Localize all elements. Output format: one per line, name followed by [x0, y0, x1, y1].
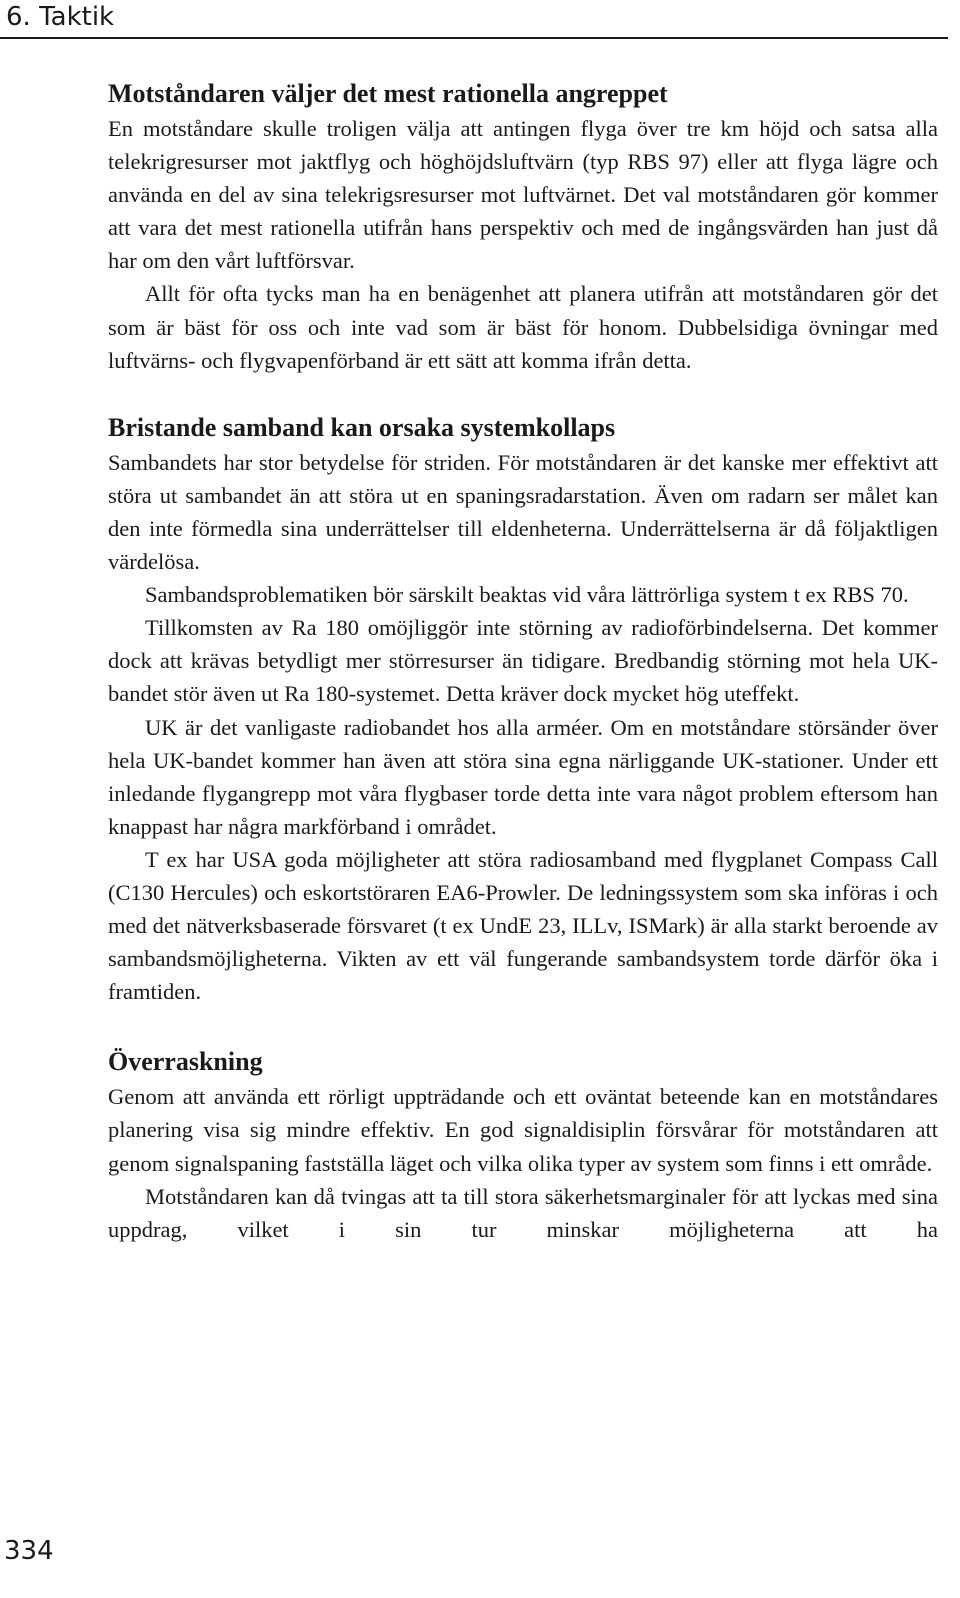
header-rule	[0, 37, 948, 39]
section-heading-bristande-samband: Bristande samband kan orsaka systemkollaps	[108, 412, 616, 442]
paragraph: T ex har USA goda möjligheter att störa radiosamband med flygplanet Compass Call (C130 Hercules) och eskortstöraren EA6-Prowler. De ledningssystem som ska införas i och med det nätverksbaserade försvaret (t ex UndE 23, ILLv, ISMark) är alla starkt beroende av sambandsmöjligheterna. Vikten av ett väl fungerande sambandsystem torde därför öka i framtiden.	[108, 846, 938, 1005]
section-heading-overraskning: Överraskning	[108, 1047, 263, 1077]
paragraph: Tillkomsten av Ra 180 omöjliggör inte störning av radioförbindelserna. Det kommer dock att krävas betydligt mer störresurser än tidigare. Bredbandig störning mot hela UK-bandet stör även ut Ra 180-systemet. Detta kräver dock mycket hög uteffekt.	[108, 615, 938, 707]
paragraph: Allt för ofta tycks man ha en benägenhet att planera utifrån att motståndaren gör det som är bäst för oss och inte vad som är bäst för honom. Dubbelsidiga övningar med luftvärns- och flygvapenförband är ett sätt att komma ifrån detta.	[108, 281, 938, 373]
running-header-chapter: 6. Taktik	[6, 2, 115, 32]
paragraph: Sambandets har stor betydelse för striden. För motståndaren är det kanske mer effektivt att störa ut sambandet än att störa ut en spaningsradarstation. Även om radarn ser målet kan den inte förmedla sina underrättelser till eldenheterna. Underrättelserna är då följaktligen värdelösa.	[108, 449, 938, 575]
paragraph: En motståndare skulle troligen välja att antingen flyga över tre km höjd och satsa alla telekrigresurser mot jaktflyg och höghöjdsluftvärn (typ RBS 97) eller att flyga lägre och använda en del av sina telekrigsresurser mot luftvärnet. Det val motståndaren gör kommer att vara det mest rationella utifrån hans perspektiv och med de ingångsvärden han just då har om den vårt luftförsvar.	[108, 116, 938, 274]
page-body	[108, 76, 938, 1246]
paragraph: UK är det vanligaste radiobandet hos alla arméer. Om en motståndare störsänder över hela UK-bandet kommer han även att störa sina egna närliggande UK-stationer. Under ett inledande flygangrepp mot våra flygbaser torde detta inte vara något problem eftersom han knappast har några markförband i området.	[108, 714, 938, 839]
section-heading-rationella-angreppet: Motståndaren väljer det mest rationella angreppet	[108, 79, 668, 108]
page-number: 334	[4, 1536, 54, 1566]
paragraph: Motståndaren kan då tvingas att ta till stora säkerhetsmarginaler för att lyckas med sina uppdrag, vilket i sin tur minskar möjligheterna att ha	[108, 1183, 938, 1242]
paragraph: Sambandsproblematiken bör särskilt beaktas vid våra lättrörliga system t ex RBS 70.	[145, 582, 909, 608]
paragraph: Genom att använda ett rörligt uppträdande och ett oväntat beteende kan en motståndares planering visa sig mindre effektiv. En god signaldisiplin försvårar för motståndaren att genom signalspaning fastställa läget och vilka olika typer av system som finns i ett område.	[108, 1084, 938, 1176]
